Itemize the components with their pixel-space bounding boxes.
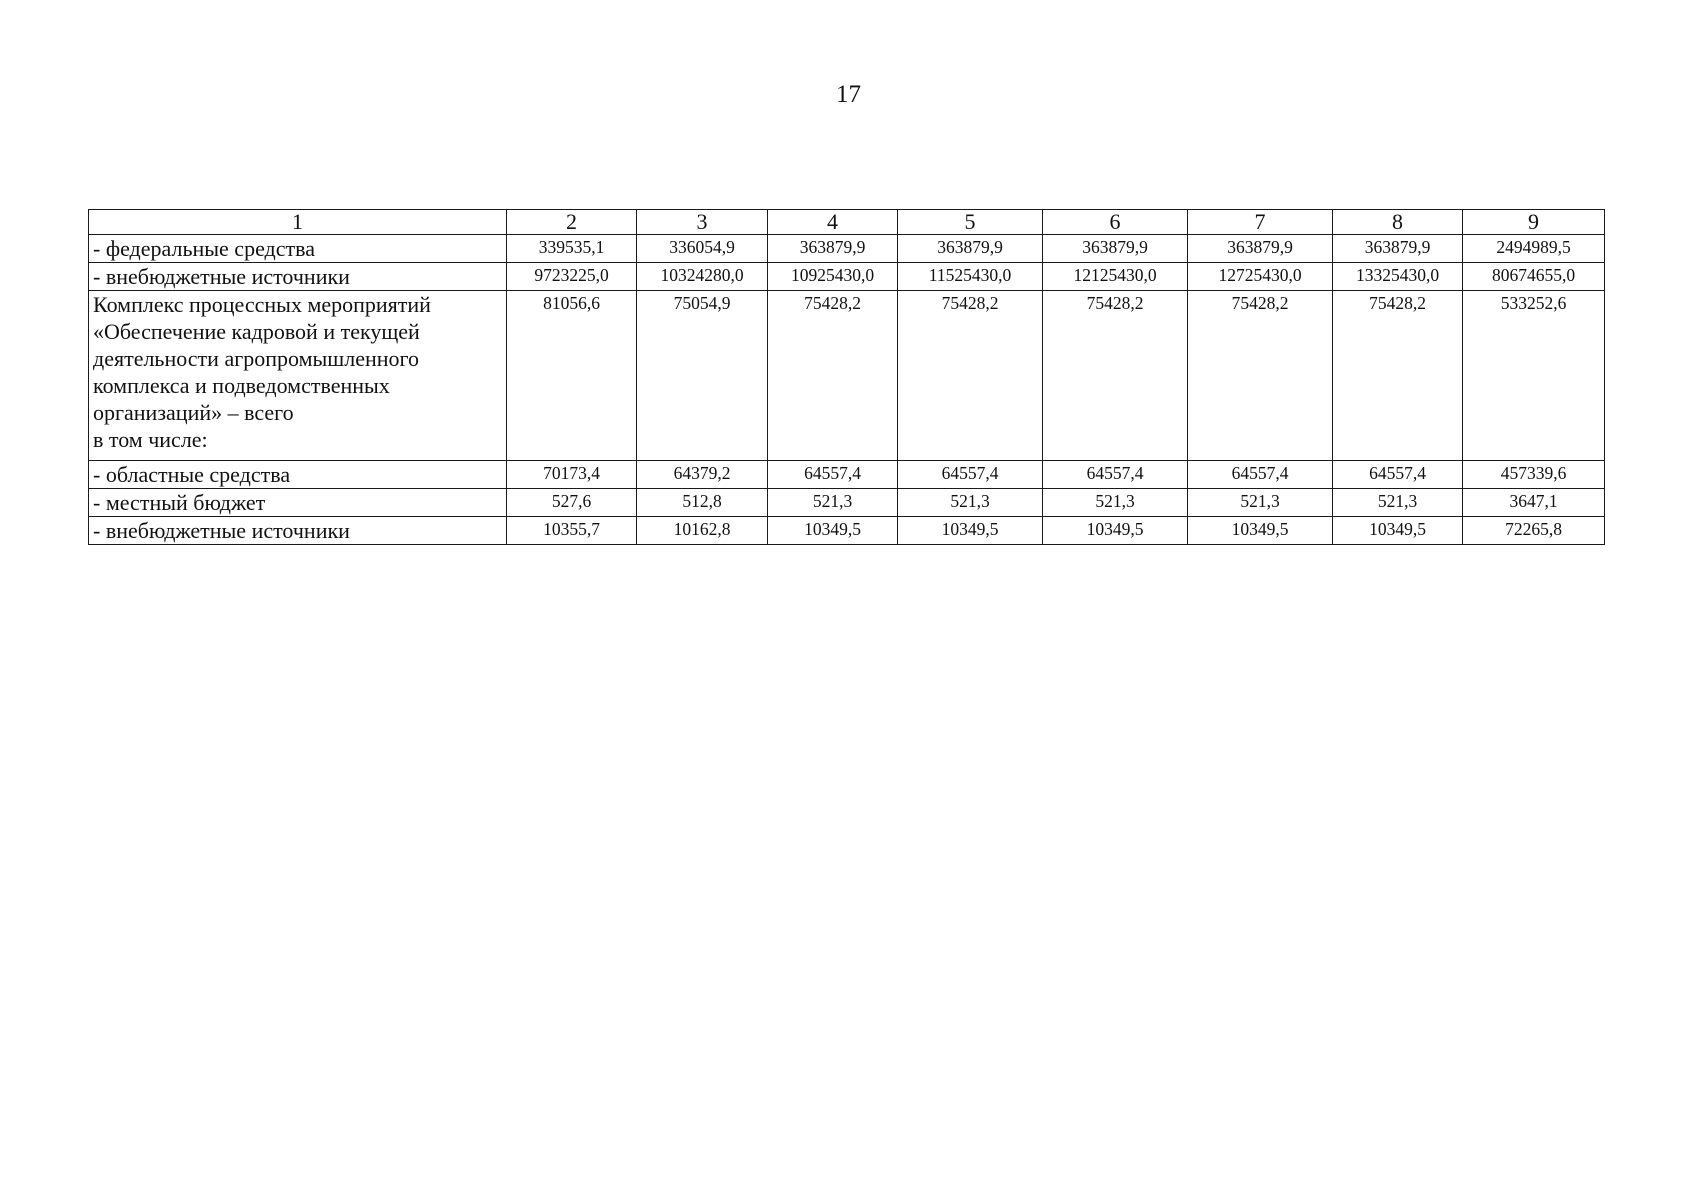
table-cell: 10349,5 xyxy=(768,517,898,545)
row-label-line: деятельности агропромышленного xyxy=(93,346,419,371)
column-number: 8 xyxy=(1333,210,1463,235)
table-cell: 10324280,0 xyxy=(637,263,768,291)
row-label-line: Комплекс процессных мероприятий xyxy=(93,292,431,317)
row-label: - внебюджетные источники xyxy=(89,263,507,291)
column-number: 7 xyxy=(1188,210,1333,235)
table-row xyxy=(89,461,1605,489)
table-cell: 75428,2 xyxy=(1333,291,1463,461)
table-cell: 10349,5 xyxy=(1188,517,1333,545)
table-header-row xyxy=(89,210,1605,235)
table-cell: 80674655,0 xyxy=(1463,263,1605,291)
table-cell: 10925430,0 xyxy=(768,263,898,291)
table-cell: 2494989,5 xyxy=(1463,235,1605,263)
column-number: 1 xyxy=(89,210,507,235)
table-row xyxy=(89,291,1605,461)
table-cell: 81056,6 xyxy=(507,291,637,461)
table-cell: 64379,2 xyxy=(637,461,768,489)
row-label-line: «Обеспечение кадровой и текущей xyxy=(93,319,420,344)
table-cell: 363879,9 xyxy=(1333,235,1463,263)
table-cell: 75054,9 xyxy=(637,291,768,461)
table-cell: 521,3 xyxy=(1043,489,1188,517)
table-cell: 363879,9 xyxy=(1043,235,1188,263)
column-number: 3 xyxy=(637,210,768,235)
table-cell: 64557,4 xyxy=(1188,461,1333,489)
table-cell: 3647,1 xyxy=(1463,489,1605,517)
row-label xyxy=(89,291,507,461)
table-cell: 10162,8 xyxy=(637,517,768,545)
table-row xyxy=(89,517,1605,545)
table-cell: 363879,9 xyxy=(1188,235,1333,263)
table-cell: 75428,2 xyxy=(1043,291,1188,461)
column-number: 5 xyxy=(898,210,1043,235)
table-cell: 13325430,0 xyxy=(1333,263,1463,291)
table-row xyxy=(89,489,1605,517)
table-cell: 363879,9 xyxy=(898,235,1043,263)
row-label: - областные средства xyxy=(89,461,507,489)
table-cell: 9723225,0 xyxy=(507,263,637,291)
table-cell: 70173,4 xyxy=(507,461,637,489)
table-cell: 10349,5 xyxy=(1043,517,1188,545)
row-label-line: организаций» – всего xyxy=(93,400,294,425)
row-label-line: комплекса и подведомственных xyxy=(93,373,390,398)
table-cell: 339535,1 xyxy=(507,235,637,263)
table-cell: 521,3 xyxy=(768,489,898,517)
table-cell: 72265,8 xyxy=(1463,517,1605,545)
column-number: 2 xyxy=(507,210,637,235)
table-cell: 521,3 xyxy=(898,489,1043,517)
table-cell: 336054,9 xyxy=(637,235,768,263)
row-label-line: в том числе: xyxy=(93,427,208,452)
table-row xyxy=(89,263,1605,291)
table-cell: 521,3 xyxy=(1188,489,1333,517)
table-cell: 64557,4 xyxy=(1043,461,1188,489)
table-cell: 75428,2 xyxy=(898,291,1043,461)
table-cell: 10355,7 xyxy=(507,517,637,545)
table-cell: 10349,5 xyxy=(1333,517,1463,545)
row-label: - местный бюджет xyxy=(89,489,507,517)
table-cell: 75428,2 xyxy=(1188,291,1333,461)
column-number: 6 xyxy=(1043,210,1188,235)
table-cell: 11525430,0 xyxy=(898,263,1043,291)
table-cell: 12125430,0 xyxy=(1043,263,1188,291)
table-cell: 512,8 xyxy=(637,489,768,517)
budget-table xyxy=(88,209,1605,545)
table-row xyxy=(89,235,1605,263)
column-number: 9 xyxy=(1463,210,1605,235)
table-cell: 10349,5 xyxy=(898,517,1043,545)
table-cell: 527,6 xyxy=(507,489,637,517)
table-cell: 521,3 xyxy=(1333,489,1463,517)
table-cell: 363879,9 xyxy=(768,235,898,263)
row-label: - внебюджетные источники xyxy=(89,517,507,545)
column-number: 4 xyxy=(768,210,898,235)
table-cell: 457339,6 xyxy=(1463,461,1605,489)
row-label: - федеральные средства xyxy=(89,235,507,263)
table-cell: 64557,4 xyxy=(768,461,898,489)
table-cell: 64557,4 xyxy=(898,461,1043,489)
table-cell: 12725430,0 xyxy=(1188,263,1333,291)
table-cell: 533252,6 xyxy=(1463,291,1605,461)
table-cell: 75428,2 xyxy=(768,291,898,461)
table-cell: 64557,4 xyxy=(1333,461,1463,489)
page-number: 17 xyxy=(836,81,861,108)
